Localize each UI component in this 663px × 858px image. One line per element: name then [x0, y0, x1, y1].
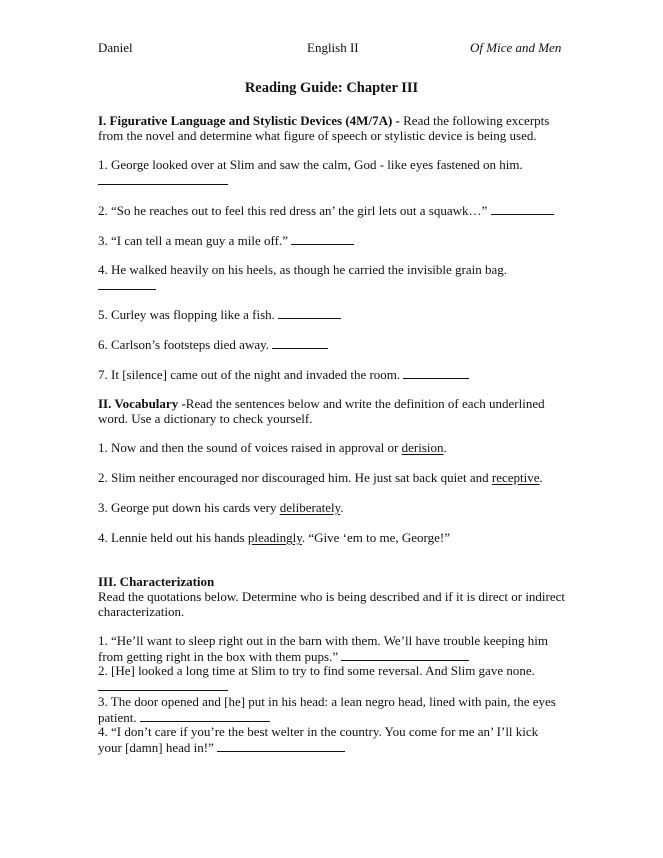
char-item-2-line1: 2. [He] looked a long time at Slim to try to find some reversal. And Slim gave none.: [98, 663, 535, 678]
vocab-item-4-text: 4. Lennie held out his hands: [98, 530, 248, 545]
section2-heading-line: [98, 396, 545, 411]
fig-answer-1-blank[interactable]: [98, 172, 228, 185]
fig-answer-7-blank[interactable]: [403, 366, 469, 379]
fig-item-7-line: [98, 366, 469, 382]
fig-answer-2-blank[interactable]: [491, 202, 554, 215]
section2-heading: II. Vocabulary -: [98, 396, 186, 411]
vocab-word-pleadingly: pleadingly: [247, 530, 302, 545]
char-answer-3-blank[interactable]: [140, 709, 270, 722]
fig-answer-3-blank[interactable]: [291, 232, 354, 245]
section2-instruction-a: Read the sentences below and write the definition of each underlined: [185, 396, 545, 411]
fig-answer-5-blank[interactable]: [278, 306, 341, 319]
vocab-word-receptive: receptive: [491, 470, 540, 485]
header-course: English II: [307, 40, 359, 55]
fig-item-6-line: [98, 336, 328, 352]
fig-item-5: 5. Curley was flopping like a fish.: [98, 307, 279, 322]
vocab-item-2-text: 2. Slim neither encouraged nor discouraged him. He just sat back quiet and: [98, 470, 492, 485]
section3-instruction-a: Read the quotations below. Determine who is being described and if it is direct or indirect: [98, 589, 566, 604]
vocab-item-1-text: 1. Now and then the sound of voices raised in approval or: [98, 440, 402, 455]
char-answer-1-blank[interactable]: [341, 648, 469, 661]
fig-item-6: 6. Carlson’s footsteps died away.: [98, 337, 273, 352]
char-item-3-line1: 3. The door opened and [he] put in his head: a lean negro head, lined with pain, the eyes: [98, 694, 556, 709]
section1-instruction-b: from the novel and determine what figure of speech or stylistic device is being used.: [98, 128, 537, 143]
section3-instruction-b: characterization.: [98, 604, 185, 619]
char-item-3-text: patient.: [98, 710, 140, 725]
vocab-item-3: [98, 500, 344, 515]
vocab-word-derision: derision: [401, 440, 444, 455]
fig-answer-6-blank[interactable]: [272, 336, 328, 349]
char-item-1-line1: 1. “He’ll want to sleep right out in the barn with them. We’ll have trouble keeping him: [98, 633, 548, 648]
header-student-name: Daniel: [98, 40, 133, 55]
vocab-word-deliberately: deliberately: [279, 500, 341, 515]
section2-instruction-b: word. Use a dictionary to check yourself.: [98, 411, 313, 426]
vocab-item-2-end: .: [539, 470, 543, 485]
char-item-3-line2: [98, 709, 270, 725]
vocab-item-4: [98, 530, 450, 545]
fig-item-1: 1. George looked over at Slim and saw the calm, God - like eyes fastened on him.: [98, 157, 523, 172]
vocab-item-1: [98, 440, 447, 455]
fig-item-3: 3. “I can tell a mean guy a mile off.”: [98, 233, 292, 248]
vocab-item-3-text: 3. George put down his cards very: [98, 500, 280, 515]
section3-heading: III. Characterization: [98, 574, 215, 589]
char-answer-4-blank[interactable]: [217, 739, 345, 752]
char-item-4-text: your [damn] head in!”: [98, 740, 218, 755]
section1-instruction-a: Read the following excerpts: [399, 113, 550, 128]
char-item-1-text: from getting right in the box with them pups.”: [98, 649, 342, 664]
fig-answer-4-blank[interactable]: [98, 277, 156, 290]
section1-heading: I. Figurative Language and Stylistic Devices (4M/7A) -: [98, 113, 400, 128]
fig-item-2-line: [98, 202, 554, 218]
char-item-4-line2: [98, 739, 345, 755]
fig-item-5-line: [98, 306, 341, 322]
vocab-item-1-end: .: [443, 440, 447, 455]
vocab-item-2: [98, 470, 543, 485]
char-item-4-line1: 4. “I don’t care if you’re the best welter in the country. You come for me an’ I’ll kick: [98, 724, 539, 739]
char-answer-2-blank[interactable]: [98, 678, 228, 691]
section1-heading-line: [98, 113, 549, 128]
fig-item-2: 2. “So he reaches out to feel this red dress an’ the girl lets out a squawk…”: [98, 203, 491, 218]
char-item-1-line2: [98, 648, 469, 664]
vocab-item-4-end: . “Give ‘em to me, George!”: [301, 530, 450, 545]
header-book-title: Of Mice and Men: [470, 40, 562, 55]
fig-item-4: 4. He walked heavily on his heels, as though he carried the invisible grain bag.: [98, 262, 508, 277]
fig-item-3-line: [98, 232, 354, 248]
fig-item-7: 7. It [silence] came out of the night and invaded the room.: [98, 367, 404, 382]
vocab-item-3-end: .: [340, 500, 344, 515]
page-title: Reading Guide: Chapter III: [244, 80, 419, 96]
